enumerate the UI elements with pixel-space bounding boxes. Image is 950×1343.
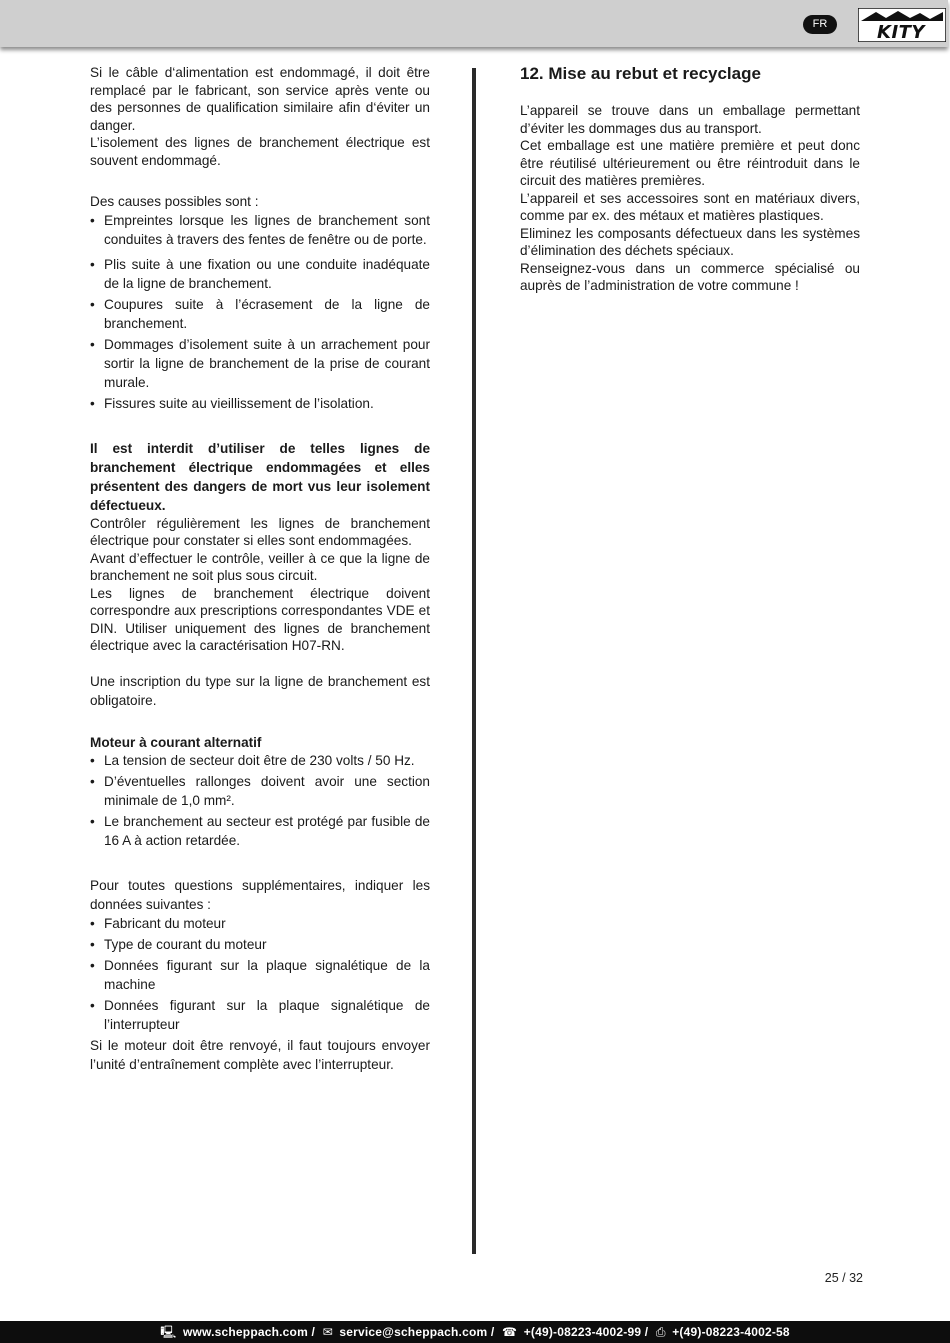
causes-intro: Des causes possibles sont : <box>90 194 259 209</box>
motor-list <box>90 751 430 850</box>
phone-icon: ☎ <box>501 1325 518 1339</box>
materials-paragraph: L’appareil et ses accessoires sont en matériaux divers, comme par ex. des métaux et matières plastiques. <box>520 190 860 223</box>
list-item: • D’éventuelles rallonges doivent avoir une section minimale de 1,0 mm². <box>90 772 430 810</box>
list-item: • Type de courant du moteur <box>90 935 430 954</box>
list-item: • Fabricant du moteur <box>90 914 430 933</box>
phone-number: +(49)-08223-4002-99 / <box>523 1325 649 1339</box>
before-check-paragraph: Avant d’effectuer le contrôle, veiller à ce que la ligne de branchement ne soit plus sous circuit. <box>90 550 430 583</box>
closing-paragraph: Si le moteur doit être renvoyé, il faut toujours envoyer l’unité d’entraînement complète avec l’interrupteur. <box>90 1038 430 1072</box>
packaging-paragraph: L’appareil se trouve dans un emballage permettant d’éviter les dommages dus au transport. <box>520 103 860 136</box>
causes-list <box>90 211 430 413</box>
section-heading: 12. Mise au rebut et recyclage <box>520 64 761 83</box>
list-item: • Données figurant sur la plaque signalétique de l’interrupteur <box>90 996 430 1034</box>
computer-icon: 🖳 <box>160 1325 177 1339</box>
list-item: • Dommages d’isolement suite à un arrachement pour sortir la ligne de branchement de la prise de courant murale. <box>90 335 430 392</box>
fax-icon: ⎙ <box>655 1325 666 1339</box>
norms-paragraph: Les lignes de branchement électrique doivent correspondre aux prescriptions correspondantes VDE et DIN. Utiliser uniquement des lignes de branchement électrique avec la caractérisation H07-RN. <box>90 585 430 653</box>
list-item: • La tension de secteur doit être de 230 volts / 50 Hz. <box>90 751 430 770</box>
inquiry-paragraph: Renseignez-vous dans un commerce spécialisé ou auprès de l’administration de votre commune ! <box>520 260 860 293</box>
list-item: • Empreintes lorsque les lignes de branchement sont conduites à travers des fentes de fenêtre ou de porte. <box>90 211 430 249</box>
list-item: • Plis suite à une fixation ou une conduite inadéquate de la ligne de branchement. <box>90 255 430 293</box>
check-paragraph: Contrôler régulièrement les lignes de branchement électrique pour constater si elles sont endommagées. <box>90 515 430 548</box>
list-item: • Coupures suite à l’écrasement de la ligne de branchement. <box>90 295 430 333</box>
right-column <box>520 64 860 295</box>
raw-material-paragraph: Cet emballage est une matière première et peut donc être réutilisé ultérieurement ou être réintroduit dans le circuit des matières premières. <box>520 138 860 188</box>
mail-icon: ✉ <box>322 1325 333 1339</box>
danger-warning: Il est interdit d’utiliser de telles lignes de branchement électrique endommagées et elles présentent des dangers de mort vus leur isolement défectueux. <box>90 440 430 513</box>
questions-intro: Pour toutes questions supplémentaires, indiquer les données suivantes : <box>90 878 430 912</box>
list-item: • Le branchement au secteur est protégé par fusible de 16 A à action retardée. <box>90 812 430 850</box>
fax-number: +(49)-08223-4002-58 <box>672 1325 790 1339</box>
left-column <box>90 64 430 1074</box>
list-item: • Données figurant sur la plaque signalétique de la machine <box>90 956 430 994</box>
insulation-paragraph: L’isolement des lignes de branchement électrique est souvent endommagé. <box>90 135 430 168</box>
motor-heading: Moteur à courant alternatif <box>90 734 262 750</box>
type-inscription-paragraph: Une inscription du type sur la ligne de branchement est obligatoire. <box>90 673 430 708</box>
page-number: 25 / 32 <box>824 1271 863 1285</box>
questions-list <box>90 914 430 1034</box>
kity-logo-text: KITY <box>877 22 925 43</box>
disposal-paragraph: Eliminez les composants défectueux dans les systèmes d’élimination des déchets spéciaux. <box>520 225 860 258</box>
footer-bar <box>0 1321 950 1343</box>
website-link[interactable]: www.scheppach.com / <box>182 1325 316 1339</box>
column-divider <box>472 68 476 1254</box>
language-badge: FR <box>803 15 837 34</box>
email-link[interactable]: service@scheppach.com / <box>339 1325 495 1339</box>
list-item: • Fissures suite au vieillissement de l’isolation. <box>90 394 430 413</box>
cable-replacement-paragraph: Si le câble d‘alimentation est endommagé, il doit être remplacé par le fabricant, son service après vente ou des personnes de qualification similaire afin d‘éviter un danger. <box>90 65 430 133</box>
